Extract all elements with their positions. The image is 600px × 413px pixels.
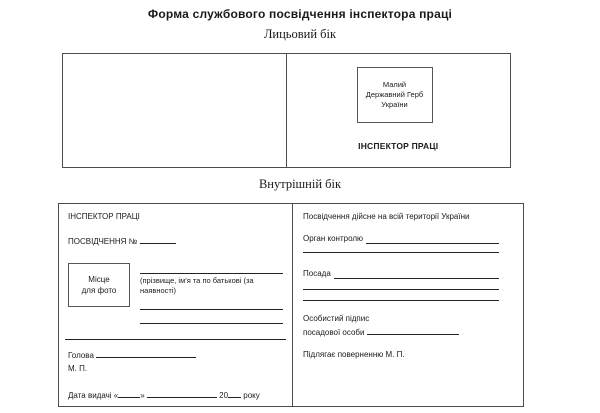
issue-year-suffix: року [243, 391, 260, 400]
issue-day-blank [118, 389, 140, 398]
certificate-number-label: ПОСВІДЧЕННЯ № [68, 237, 138, 246]
photo-and-name-row [68, 263, 283, 324]
photo-placeholder-line: для фото [81, 286, 117, 295]
photo-placeholder-line: Місце [88, 275, 110, 284]
issue-year-blank [228, 389, 241, 398]
photo-placeholder [68, 263, 130, 307]
seal-abbreviation: М. П. [68, 364, 88, 373]
name-block [140, 263, 283, 324]
certificate-front-card [62, 53, 511, 168]
front-right-panel [287, 54, 511, 167]
personal-signature-blank [367, 326, 459, 335]
name-blank-line [140, 263, 283, 274]
personal-signature-label-line2: посадової особи [303, 328, 365, 337]
control-body-row [303, 234, 499, 244]
issue-date-label: Дата видачі « [68, 391, 119, 400]
state-emblem-placeholder [357, 67, 433, 123]
personal-signature-label-line1: Особистий підпис [303, 314, 370, 323]
inner-inspector-heading: ІНСПЕКТОР ПРАЦІ [68, 212, 140, 221]
issue-date-row [68, 389, 283, 401]
inner-right-panel [293, 204, 523, 406]
control-body-blank [366, 235, 499, 244]
chairman-signature-blank [96, 349, 196, 358]
name-blank-line [140, 295, 283, 310]
signature-divider-line [65, 339, 286, 340]
validity-statement: Посвідчення дійсне на всій території України [303, 212, 470, 221]
issue-date-close-quote: » [140, 391, 145, 400]
return-note: Підлягає поверненню М. П. [303, 350, 405, 359]
front-left-blank-panel [63, 54, 287, 167]
emblem-caption-line: Малий [382, 80, 407, 89]
chairman-row [68, 349, 283, 361]
position-label: Посада [303, 269, 331, 278]
position-blank [334, 270, 499, 279]
inner-left-panel [59, 204, 293, 406]
position-extra-line [303, 279, 499, 290]
control-body-label: Орган контролю [303, 234, 364, 243]
emblem-caption-line: Державний Герб [365, 90, 424, 99]
control-body-extra-line [303, 244, 499, 253]
issue-year-prefix: 20 [219, 391, 229, 400]
page-title: Форма службового посвідчення інспектора праці [147, 7, 453, 21]
personal-signature-row [303, 326, 513, 338]
position-extra-line [303, 290, 499, 301]
front-side-label: Лицьовий бік [263, 27, 337, 41]
issue-month-blank [147, 389, 217, 398]
front-inspector-heading: ІНСПЕКТОР ПРАЦІ [358, 141, 439, 151]
name-blank-line [140, 310, 283, 324]
certificate-number-row [68, 235, 283, 247]
inner-side-label: Внутрішній бік [258, 177, 342, 191]
certificate-number-blank [140, 235, 176, 244]
certificate-inner-card [58, 203, 524, 407]
emblem-caption-line: України [381, 100, 408, 109]
name-caption: (прізвище, ім'я та по батькові (за наявності) [140, 276, 254, 295]
position-row [303, 269, 499, 279]
chairman-label: Голова [68, 351, 94, 360]
